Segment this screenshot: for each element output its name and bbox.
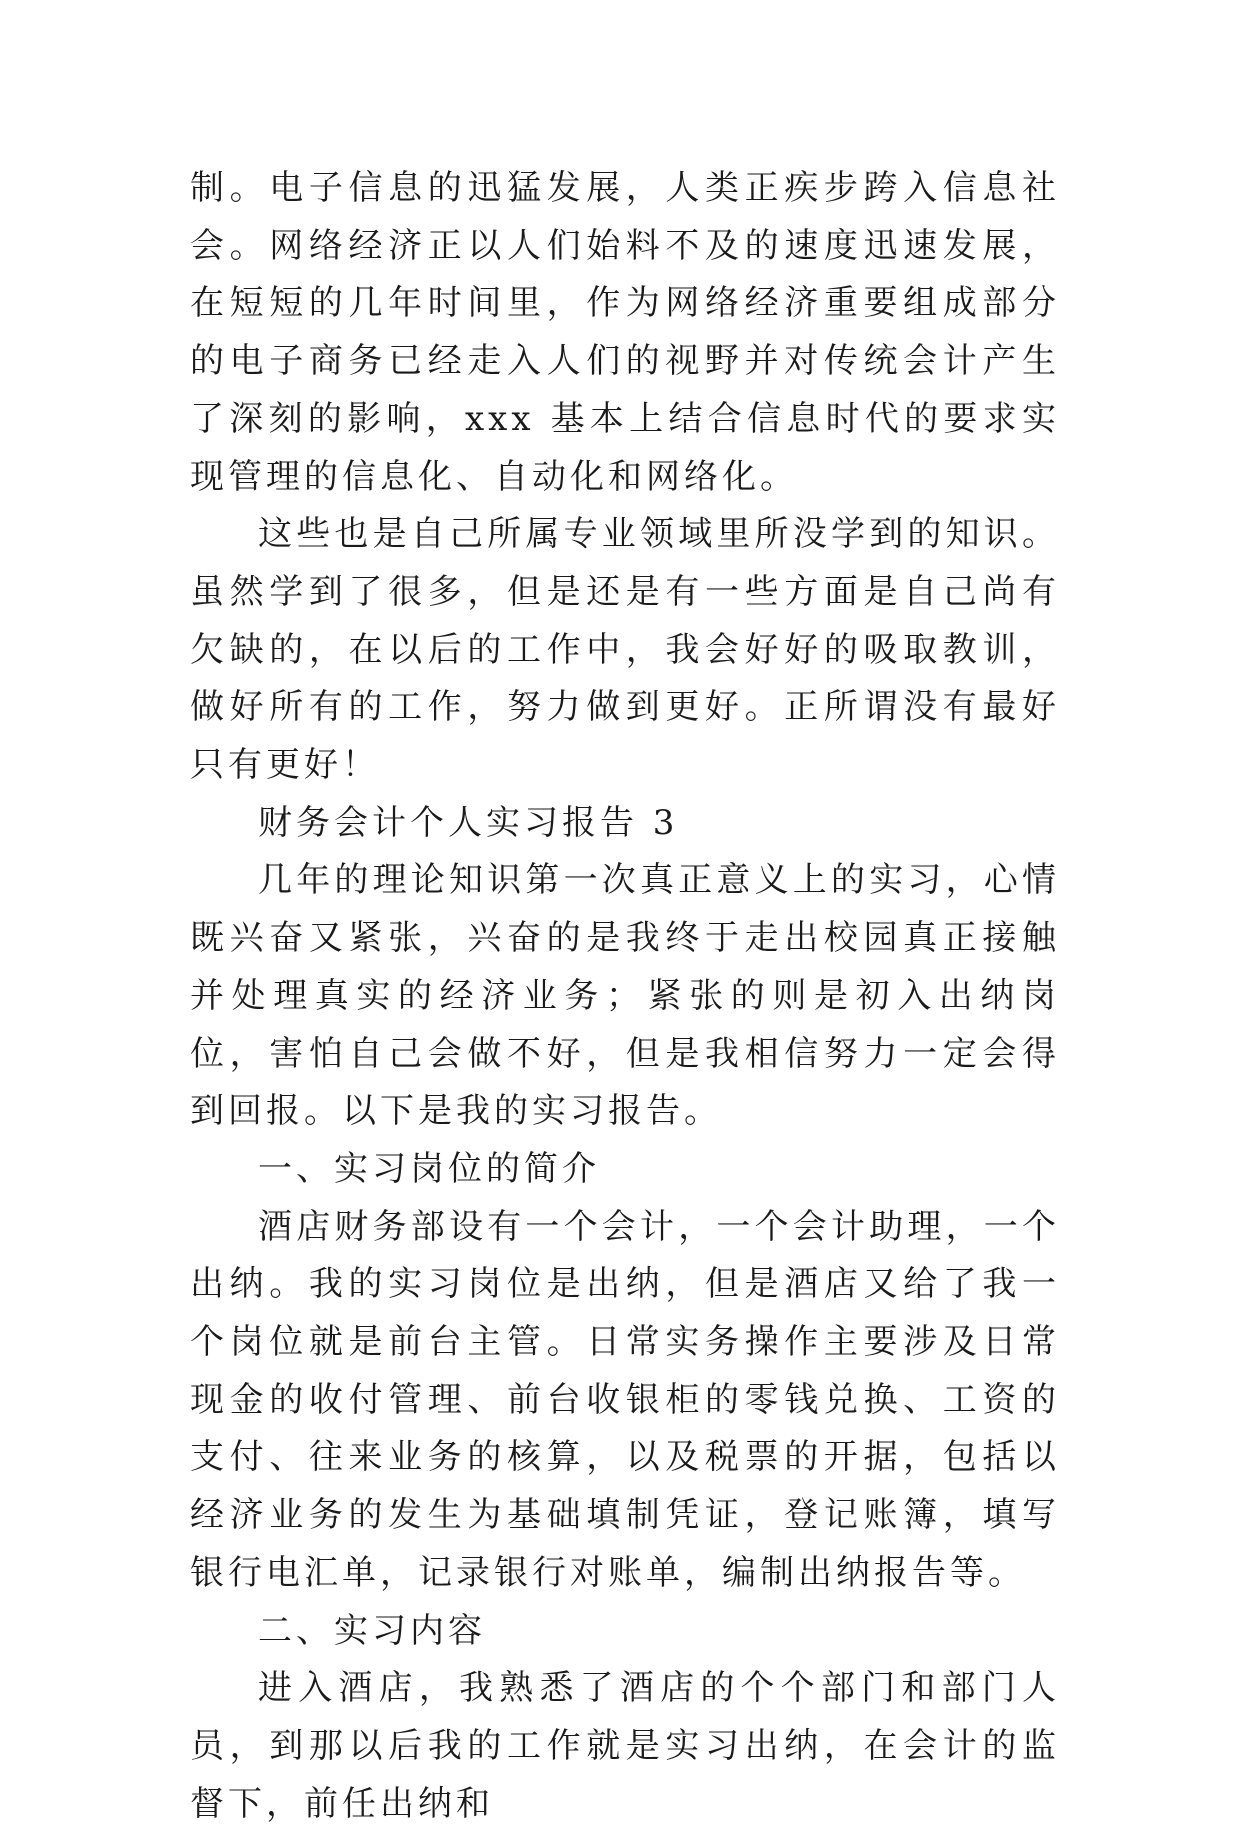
section-heading-2: 二、实习内容 — [258, 1610, 486, 1651]
document-body — [190, 160, 1060, 1833]
paragraph-2: 这些也是自己所属专业领域里所没学到的知识。虽然学到了很多，但是还是有一些方面是自己尚有欠缺的，在以后的工作中，我会好好的吸取教训，做好所有的工作，努力做到更好。正所谓没有最好只有更好！ — [190, 514, 1060, 786]
section-heading-1: 一、实习岗位的简介 — [258, 1148, 600, 1189]
paragraph-3: 几年的理论知识第一次真正意义上的实习，心情既兴奋又紧张，兴奋的是我终于走出校园真正接触并处理真实的经济业务；紧张的则是初入出纳岗位，害怕自己会做不好，但是我相信努力一定会得到回报。以下是我的实习报告。 — [190, 860, 1060, 1132]
paragraph-5: 进入酒店，我熟悉了酒店的个个部门和部门人员，到那以后我的工作就是实习出纳，在会计的监督下，前任出纳和 — [190, 1668, 1060, 1824]
paragraph-4: 酒店财务部设有一个会计，一个会计助理，一个出纳。我的实习岗位是出纳，但是酒店又给了我一个岗位就是前台主管。日常实务操作主要涉及日常现金的收付管理、前台收银柜的零钱兑换、工资的支付、往来业务的核算，以及税票的开据，包括以经济业务的发生为基础填制凭证，登记账簿，填写银行电汇单，记录银行对账单，编制出纳报告等。 — [190, 1206, 1060, 1593]
paragraph-1: 制。电子信息的迅猛发展，人类正疾步跨入信息社会。网络经济正以人们始料不及的速度迅速发展，在短短的几年时间里，作为网络经济重要组成部分的电子商务已经走入人们的视野并对传统会计产生了深刻的影响，xxx 基本上结合信息时代的要求实现管理的信息化、自动化和网络化。 — [190, 168, 1060, 497]
section-heading-report-3: 财务会计个人实习报告 3 — [258, 802, 679, 843]
